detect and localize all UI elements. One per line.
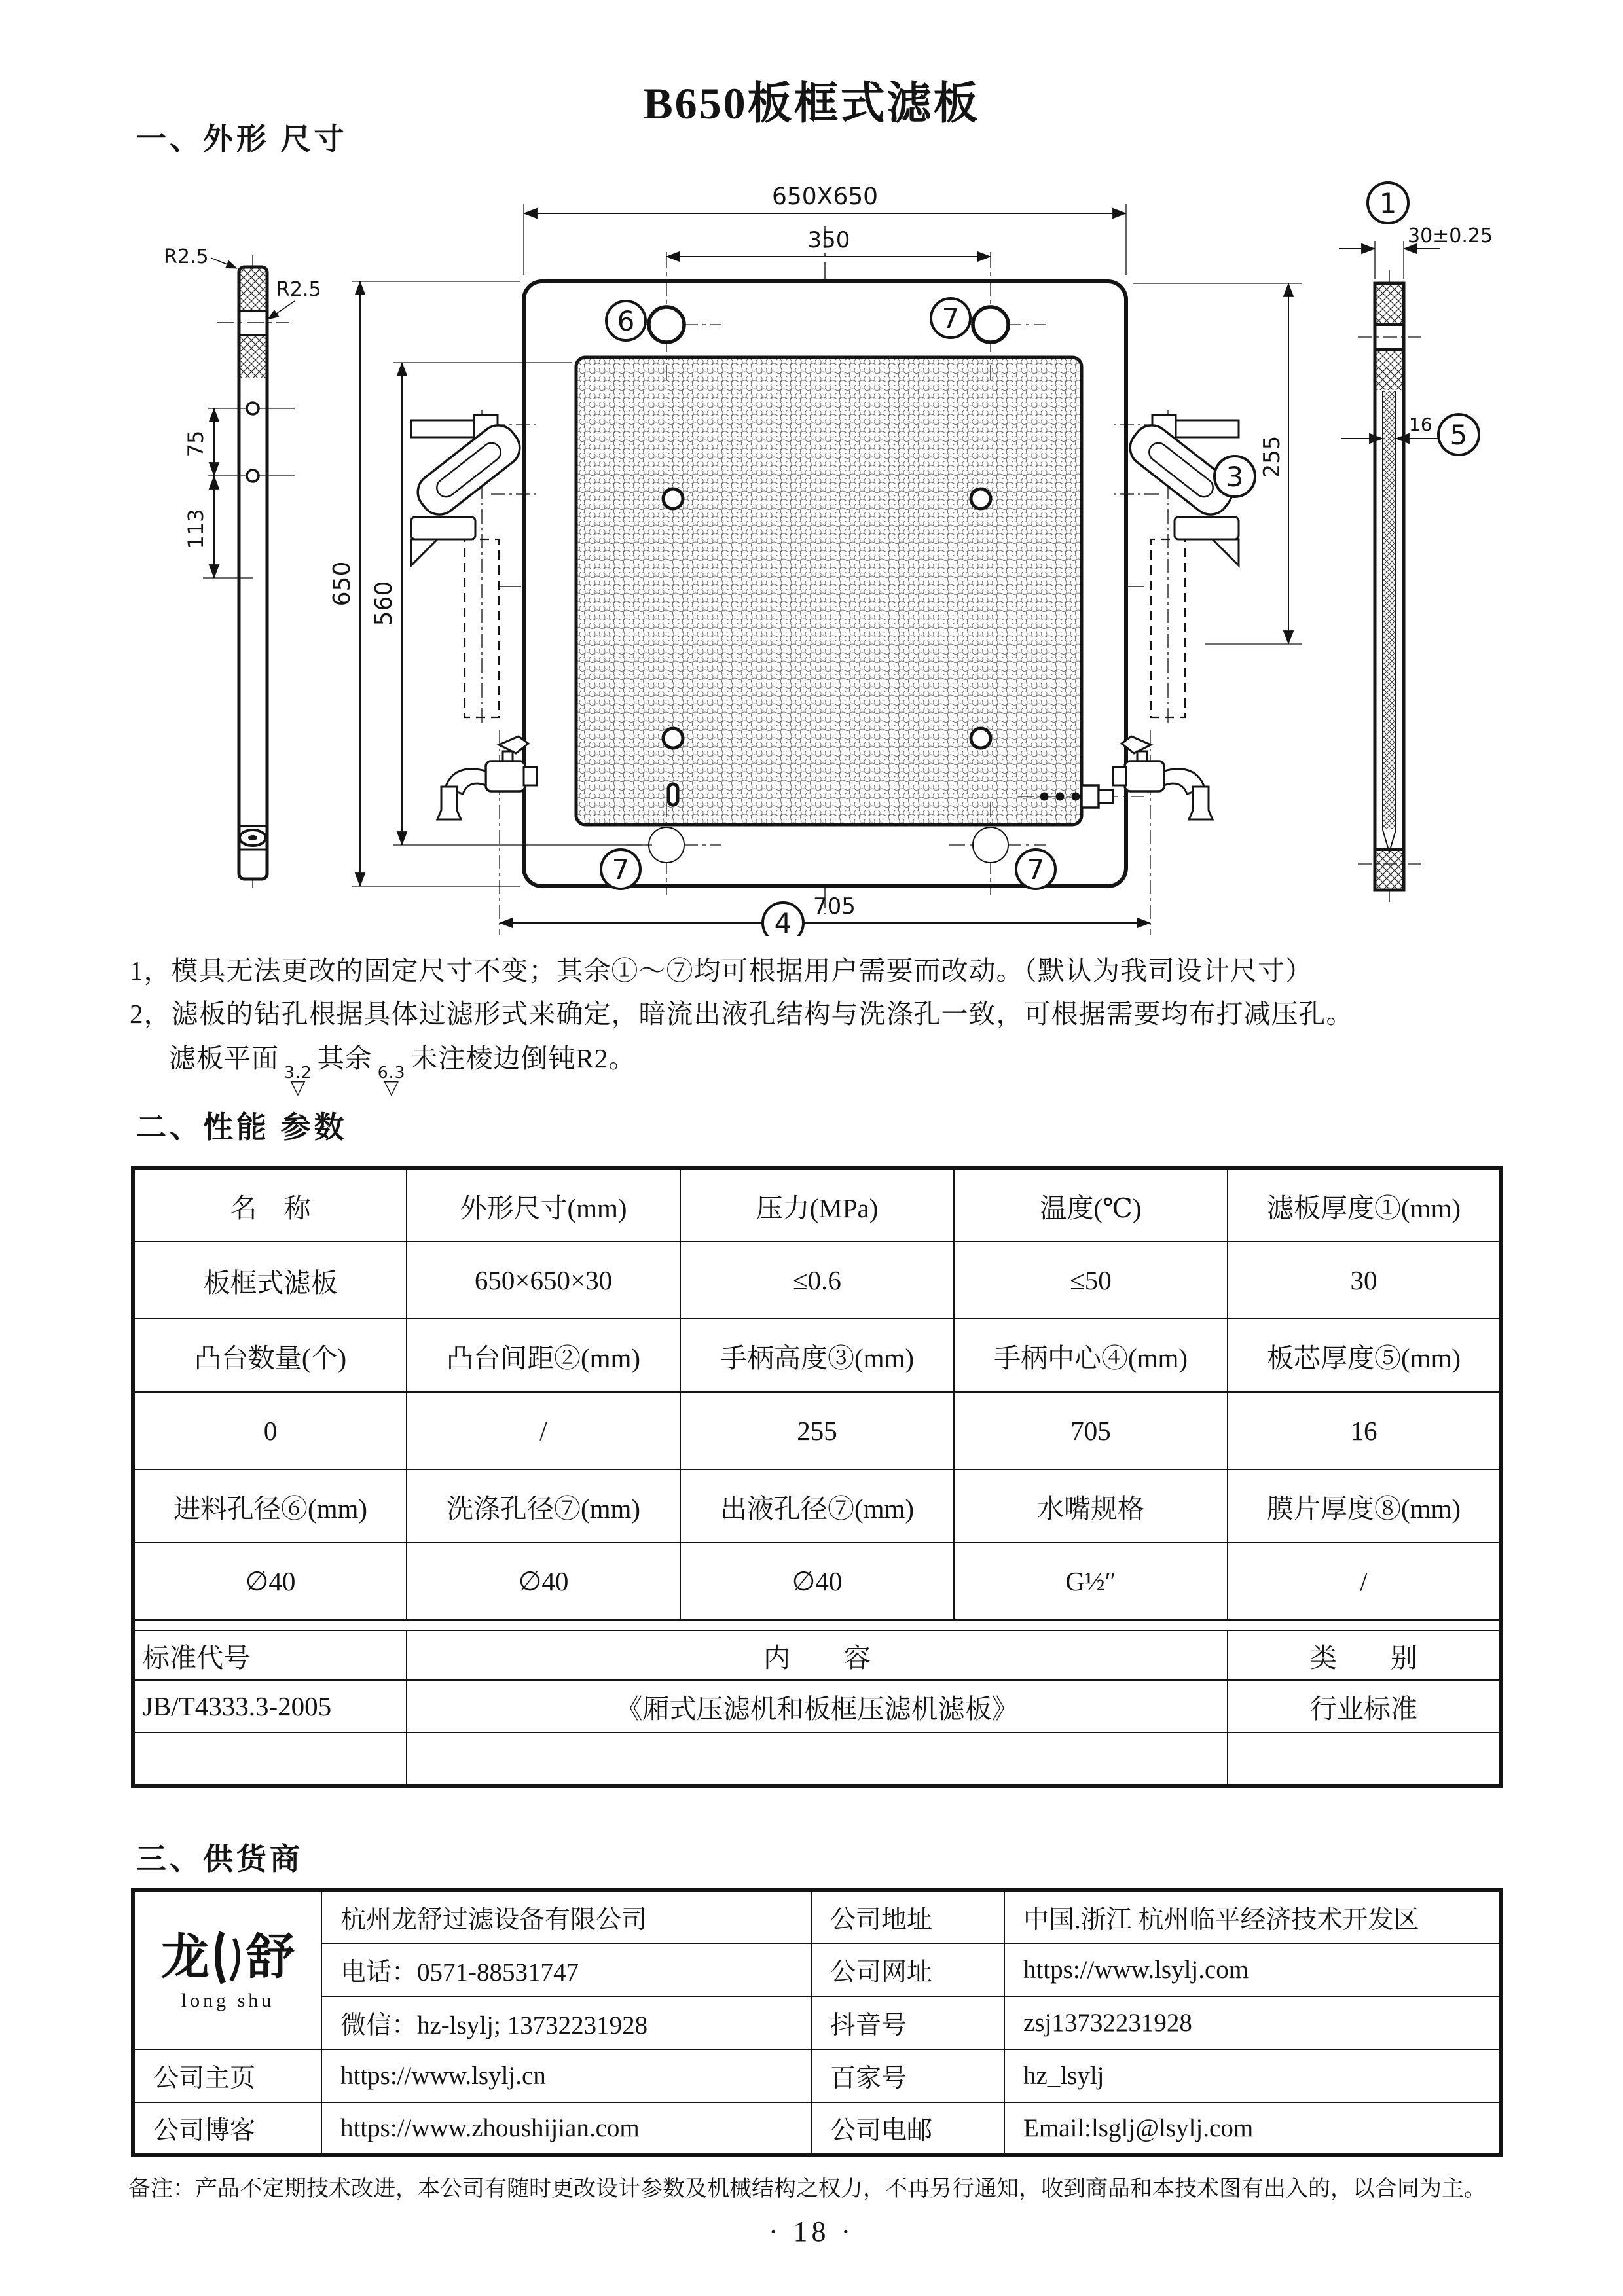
header-cell: 凸台间距②(mm)	[407, 1319, 680, 1392]
callout-6: 6	[617, 305, 635, 337]
section-heading-supplier: 三、供货商	[136, 1842, 303, 1876]
mesh-hole	[971, 489, 991, 509]
dim-text-75: 75	[183, 430, 208, 457]
leader-line	[268, 301, 295, 319]
hatch-mid	[240, 336, 266, 378]
drain-dot	[1040, 793, 1049, 801]
right-section-view	[1339, 183, 1493, 905]
value-cell: ∅40	[680, 1543, 954, 1620]
hatch-mid	[1376, 351, 1402, 390]
table-row	[133, 2049, 1501, 2102]
table-row	[133, 1543, 1501, 1620]
table-row	[133, 1943, 1501, 1996]
left-section-view	[164, 245, 321, 891]
dim-text-30: 30±0.25	[1408, 224, 1493, 247]
performance-table	[131, 1166, 1503, 1788]
label-cell: 公司电邮	[811, 2102, 1004, 2155]
header-cell: 压力(MPa)	[680, 1168, 954, 1242]
callout-3: 3	[1226, 461, 1244, 493]
note3-mid: 其余	[317, 1043, 373, 1073]
table-row	[133, 1630, 1501, 1680]
logo-char-right: 舒	[246, 1930, 295, 1984]
value-cell: 650×650×30	[407, 1242, 680, 1319]
logo-char-left: 龙	[161, 1930, 210, 1984]
email-cell: Email:lsglj@lsylj.com	[1004, 2102, 1501, 2155]
dim-text-16: 16	[1409, 414, 1432, 435]
dim-text-650x650: 650X650	[771, 183, 879, 210]
wechat-cell: 微信：hz-lsylj; 13732231928	[321, 1996, 811, 2049]
homepage-link[interactable]: https://www.lsylj.cn	[321, 2049, 811, 2102]
hatch-top	[1376, 285, 1402, 324]
logo-swoosh-icon	[211, 1929, 245, 1986]
spacer-cell	[133, 1620, 1501, 1630]
nozzle-tip	[1099, 790, 1113, 803]
dim-text-705: 705	[813, 893, 856, 920]
header-cell: 滤板厚度①(mm)	[1228, 1168, 1501, 1242]
wash-hole-top-right	[973, 307, 1008, 342]
value-cell: 中国.浙江 杭州临平经济技术开发区	[1004, 1890, 1501, 1943]
header-cell: 膜片厚度⑧(mm)	[1228, 1469, 1501, 1543]
value-cell: 16	[1228, 1392, 1501, 1469]
technical-drawing	[98, 164, 1525, 939]
label-cell: 公司网址	[811, 1943, 1004, 1996]
surface-finish-value: 3.2	[284, 1063, 312, 1082]
hatch-bottom	[1376, 851, 1402, 889]
front-view	[329, 183, 1302, 936]
handle-left	[410, 410, 536, 725]
surface-finish-value: 6.3	[377, 1063, 406, 1082]
value-cell: 255	[680, 1392, 954, 1469]
table-row	[133, 1392, 1501, 1469]
table-row	[133, 1319, 1501, 1392]
logo-latin-name: long shu	[181, 1989, 275, 2011]
header-cell: 水嘴规格	[954, 1469, 1228, 1543]
callout-1: 1	[1379, 187, 1397, 219]
blog-link[interactable]: https://www.zhoushijian.com	[321, 2102, 811, 2155]
label-cell: 百家号	[811, 2049, 1004, 2102]
value-cell: 30	[1228, 1242, 1501, 1319]
table-row	[133, 1890, 1501, 1943]
label-cell: 公司博客	[133, 2102, 321, 2155]
finish-triangle-icon: ▽	[384, 1076, 400, 1100]
empty-row	[133, 1732, 1501, 1786]
dim-text-560: 560	[371, 581, 397, 626]
section-heading-performance: 二、性能 参数	[136, 1111, 348, 1144]
spacer-row	[133, 1620, 1501, 1630]
value-cell-content: 《厢式压滤机和板框压滤机滤板》	[407, 1680, 1228, 1732]
wash-hole-bottom-left	[649, 827, 684, 863]
dim-text-650: 650	[329, 561, 356, 607]
value-cell-category: 行业标准	[1228, 1680, 1501, 1732]
header-cell: 名 称	[133, 1168, 407, 1242]
callout-5: 5	[1450, 419, 1468, 451]
note-line-3	[169, 1037, 636, 1100]
nozzle-stub	[1082, 785, 1099, 808]
header-cell-standard-code: 标准代号	[133, 1630, 407, 1680]
page-number: · 18 ·	[768, 2215, 855, 2248]
table-row	[133, 1680, 1501, 1732]
fillet-label-mid: R2.5	[276, 278, 321, 301]
drawing-svg	[98, 164, 1525, 936]
table-row	[133, 2102, 1501, 2155]
value-cell: G½″	[954, 1543, 1228, 1620]
label-cell: 公司地址	[811, 1890, 1004, 1943]
header-cell: 板芯厚度⑤(mm)	[1228, 1319, 1501, 1392]
phone-cell: 电话：0571-88531747	[321, 1943, 811, 1996]
callout-7: 7	[1027, 853, 1045, 886]
wash-hole-bottom-right	[973, 827, 1008, 863]
side-hole	[247, 470, 259, 482]
feed-hole-top-left	[649, 307, 684, 342]
note-line-1: 1，模具无法更改的固定尺寸不变；其余①～⑦均可根据用户需要而改动。（默认为我司设计尺寸）	[130, 956, 1313, 986]
empty-cell	[1228, 1732, 1501, 1786]
header-cell: 洗涤孔径⑦(mm)	[407, 1469, 680, 1543]
filter-mesh-area	[576, 357, 1082, 825]
leader-line	[211, 258, 237, 268]
value-cell-standard-code: JB/T4333.3-2005	[133, 1680, 407, 1732]
table-row	[133, 1996, 1501, 2049]
section-heading-dimensions: 一、外形 尺寸	[136, 122, 348, 156]
label-cell: 抖音号	[811, 1996, 1004, 2049]
surface-finish-symbol	[377, 1063, 406, 1100]
table-row	[133, 1242, 1501, 1319]
header-cell: 手柄中心④(mm)	[954, 1319, 1228, 1392]
note3-prefix: 滤板平面	[169, 1043, 279, 1073]
table-row	[133, 1168, 1501, 1242]
handle-right	[1114, 410, 1239, 725]
finish-triangle-icon: ▽	[290, 1076, 306, 1100]
company-logo	[133, 1890, 321, 2049]
value-cell: 0	[133, 1392, 407, 1469]
dim-text-350: 350	[807, 227, 850, 253]
value-cell: ≤50	[954, 1242, 1228, 1319]
washer-center	[248, 835, 257, 840]
page-title: B650板框式滤板	[643, 79, 980, 128]
header-cell: 进料孔径⑥(mm)	[133, 1469, 407, 1543]
dim-text-255: 255	[1259, 435, 1285, 478]
note3-suffix: 未注棱边倒钝R2。	[410, 1043, 636, 1073]
empty-cell	[133, 1732, 407, 1786]
footer-note: 备注：产品不定期技术改进，本公司有随时更改设计参数及机械结构之权力，不再另行通知，收到商品和本技术图有出入的，以合同为主。	[128, 2177, 1486, 2201]
mesh-hole	[663, 728, 683, 748]
drain-slot	[668, 784, 678, 805]
logo-glyphs	[136, 1929, 320, 1986]
drain-dot	[1072, 793, 1080, 801]
header-cell: 外形尺寸(mm)	[407, 1168, 680, 1242]
value-cell: hz_lsylj	[1004, 2049, 1501, 2102]
header-cell-content: 内 容	[407, 1630, 1228, 1680]
hatch-top	[240, 268, 266, 310]
callout-7: 7	[611, 853, 630, 886]
value-cell: ∅40	[407, 1543, 680, 1620]
value-cell: zsj13732231928	[1004, 1996, 1501, 2049]
core-hatch	[1383, 391, 1395, 829]
surface-finish-symbol	[284, 1063, 312, 1100]
empty-cell	[407, 1732, 1228, 1786]
supplier-table	[131, 1888, 1503, 2157]
value-cell: /	[1228, 1543, 1501, 1620]
callout-4: 4	[774, 907, 792, 936]
note-line-2: 2，滤板的钻孔根据具体过滤形式来确定，暗流出液孔结构与洗涤孔一致，可根据需要均布打减压孔。	[130, 999, 1354, 1029]
header-cell: 凸台数量(个)	[133, 1319, 407, 1392]
callout-7: 7	[941, 302, 960, 334]
company-name-cell: 杭州龙舒过滤设备有限公司	[321, 1890, 811, 1943]
header-cell: 出液孔径⑦(mm)	[680, 1469, 954, 1543]
header-cell: 温度(℃)	[954, 1168, 1228, 1242]
header-cell: 手柄高度③(mm)	[680, 1319, 954, 1392]
table-row	[133, 1469, 1501, 1543]
value-cell: 705	[954, 1392, 1228, 1469]
value-cell: ≤0.6	[680, 1242, 954, 1319]
value-cell: /	[407, 1392, 680, 1469]
fillet-label-top: R2.5	[164, 245, 209, 268]
dim-text-113: 113	[183, 509, 208, 549]
value-cell: ∅40	[133, 1543, 407, 1620]
mesh-hole	[663, 489, 683, 509]
side-hole	[247, 403, 259, 414]
mesh-hole	[971, 728, 991, 748]
drain-dot	[1056, 793, 1065, 801]
value-cell: 板框式滤板	[133, 1242, 407, 1319]
header-cell-category: 类 别	[1228, 1630, 1501, 1680]
website-link[interactable]: https://www.lsylj.com	[1004, 1943, 1501, 1996]
label-cell: 公司主页	[133, 2049, 321, 2102]
